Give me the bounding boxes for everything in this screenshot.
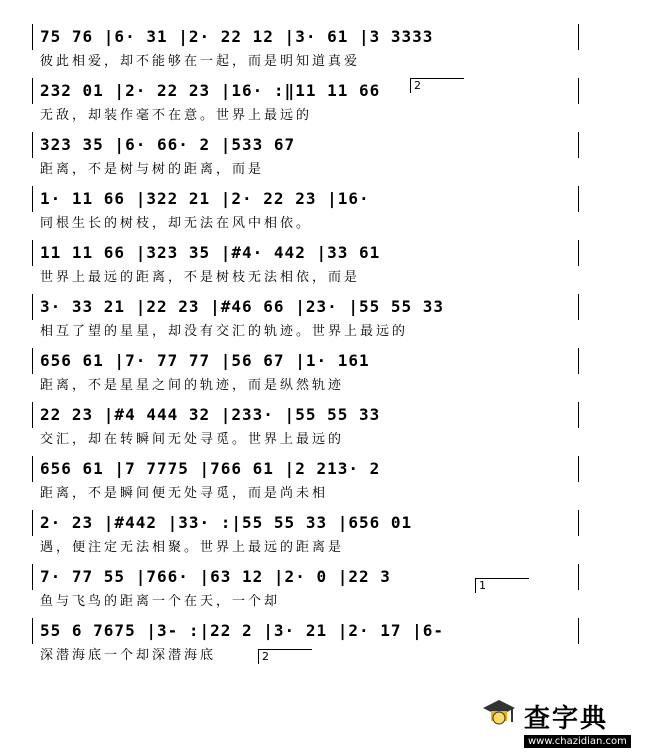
lyrics-line: 深潜海底一个却深潜海底	[40, 648, 217, 663]
barline	[32, 132, 33, 158]
barline	[32, 348, 33, 374]
notation-line: 656 61 |7 7775 |766 61 |2 213· 2	[40, 459, 381, 478]
barline	[32, 402, 33, 428]
logo-name: 查字典	[524, 704, 609, 734]
barline	[32, 24, 33, 50]
barline	[32, 456, 33, 482]
notation-line: 22 23 |#4 444 32 |233· |55 55 33	[40, 405, 381, 424]
lyrics-line: 距离，不是树与树的距离，而是	[40, 162, 265, 177]
barline	[578, 186, 579, 212]
notation-line: 2· 23 |#442 |33· :|55 55 33 |656 01	[40, 513, 413, 532]
barline	[32, 240, 33, 266]
notation-line: 11 11 66 |323 35 |#4· 442 |33 61	[40, 243, 381, 262]
barline	[578, 618, 579, 644]
logo-url: www.chazidian.com	[524, 735, 631, 748]
lyrics-line: 距离，不是星星之间的轨迹，而是纵然轨迹	[40, 378, 345, 393]
barline	[32, 78, 33, 104]
barline	[578, 402, 579, 428]
lyrics-line: 鱼与飞鸟的距离一个在天，一个却	[40, 594, 281, 609]
barline	[32, 186, 33, 212]
barline	[578, 348, 579, 374]
barline	[578, 78, 579, 104]
barline	[578, 456, 579, 482]
lyrics-line: 交汇，却在转瞬间无处寻觅。世界上最远的	[40, 432, 345, 447]
barline	[578, 564, 579, 590]
notation-line: 3· 33 21 |22 23 |#46 66 |23· |55 55 33	[40, 297, 445, 316]
barline	[32, 510, 33, 536]
barline	[32, 564, 33, 590]
barline	[578, 294, 579, 320]
lyrics-line: 距离，不是瞬间便无处寻觅，而是尚未相	[40, 486, 329, 501]
barline	[578, 240, 579, 266]
barline	[578, 510, 579, 536]
notation-line: 7· 77 55 |766· |63 12 |2· 0 |22 3	[40, 567, 391, 586]
barline	[32, 294, 33, 320]
notation-line: 656 61 |7· 77 77 |56 67 |1· 161	[40, 351, 370, 370]
lyrics-line: 同根生长的树枝，却无法在风中相依。	[40, 216, 313, 231]
lyrics-line: 无敌，却装作毫不在意。世界上最远的	[40, 108, 313, 123]
volta-ending: 2	[258, 649, 312, 664]
barline	[578, 132, 579, 158]
notation-line: 1· 11 66 |322 21 |2· 22 23 |16·	[40, 189, 370, 208]
lyrics-line: 遇，便注定无法相聚。世界上最远的距离是	[40, 540, 345, 555]
graduation-cap-icon	[482, 696, 516, 730]
barline	[578, 24, 579, 50]
volta-ending: 1	[475, 578, 529, 593]
lyrics-line: 彼此相爱，却不能够在一起，而是明知道真爱	[40, 54, 361, 69]
notation-line: 323 35 |6· 66· 2 |533 67	[40, 135, 296, 154]
volta-ending: 2	[410, 78, 464, 93]
lyrics-line: 世界上最远的距离，不是树枝无法相依，而是	[40, 270, 361, 285]
notation-line: 55 6 7675 |3- :|22 2 |3· 21 |2· 17 |6-	[40, 621, 445, 640]
barline	[32, 618, 33, 644]
notation-line: 232 01 |2· 22 23 |16· :‖11 11 66	[40, 81, 381, 100]
notation-line: 75 76 |6· 31 |2· 22 12 |3· 61 |3 3333	[40, 27, 434, 46]
lyrics-line: 相互了望的星星，却没有交汇的轨迹。世界上最远的	[40, 324, 409, 339]
